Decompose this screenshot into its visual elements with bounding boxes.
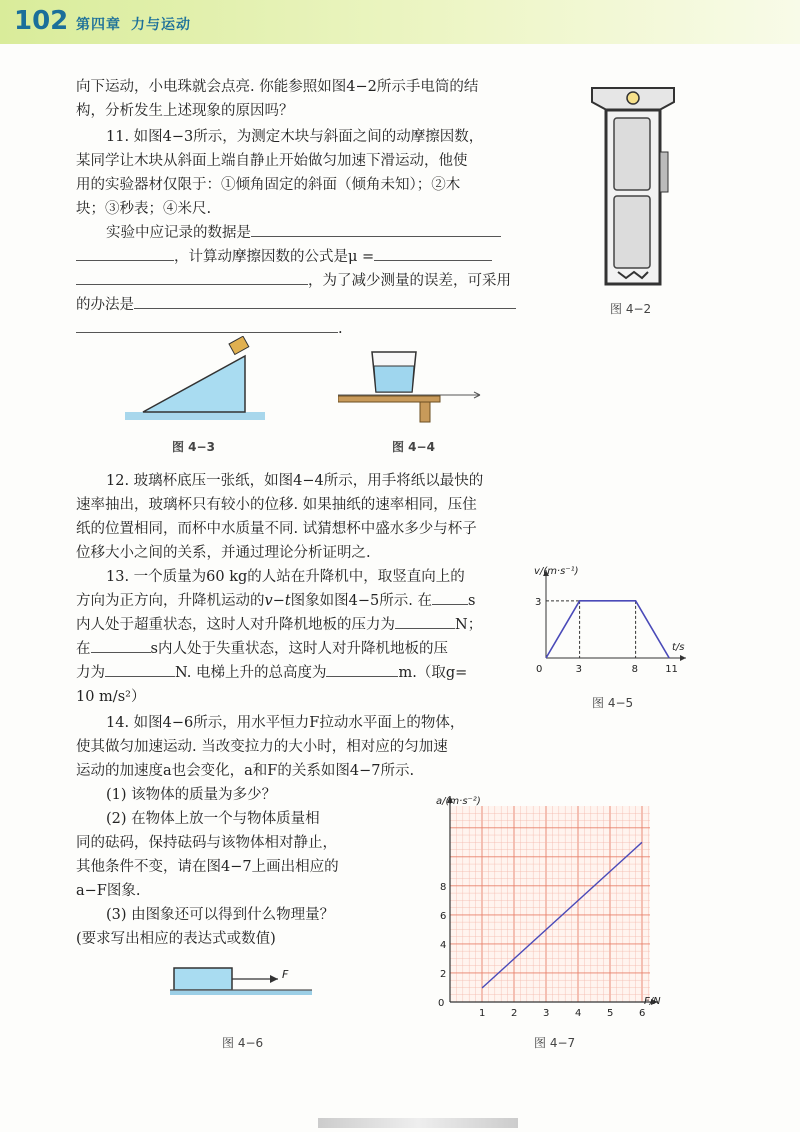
q11-line: ，为了减少测量的误差，可采用 [76,268,511,294]
x-tick-label: 3 [543,1008,550,1019]
q13-line: 方向为正方向，升降机运动的v−t图象如图4−5所示. 在 s [76,588,475,614]
q11-line: 的办法是 [76,292,516,318]
q11-line: 实验中应记录的数据是 [106,220,501,246]
caption-fig-4-5: 图 4−5 [592,696,634,710]
q14-line: 运动的加速度a也会变化，a和F的关系如图4−7所示. [76,763,415,779]
q13-line: 力为 N. 电梯上升的总高度为 m.（取g= [76,660,467,686]
q14-line: 14. 如图4−6所示，用水平恒力F拉动水平面上的物体， [106,715,465,731]
caption-fig-4-7: 图 4−7 [534,1036,576,1050]
answer-blank[interactable] [76,268,308,285]
x-tick-label: 11 [665,664,678,675]
x-tick-label: 2 [511,1008,518,1019]
x-tick-label: 6 [639,1008,646,1019]
caption-fig-4-3: 图 4−3 [172,440,215,454]
caption-fig-4-2: 图 4−2 [610,302,652,316]
caption-fig-4-6: 图 4−6 [222,1036,264,1050]
q11-line: . [76,316,343,342]
x-axis-label: F/N [644,996,661,1007]
answer-blank[interactable] [326,660,398,677]
y-tick-label: 6 [440,910,447,922]
q11-line: 11. 如图4−3所示，为测定木块与斜面之间的动摩擦因数， [106,129,484,145]
figure-4-3-incline [125,336,265,424]
answer-blank[interactable] [432,588,468,605]
figure-4-5-vt-chart [520,562,700,688]
q13-line: 在 s内人处于失重状态，这时人对升降机地板的压 [76,636,448,662]
answer-blank[interactable] [91,636,151,653]
text-line: 构，分析发生上述现象的原因吗？ [76,103,294,119]
answer-blank[interactable] [395,612,455,629]
force-label: F [282,968,289,981]
caption-fig-4-4: 图 4−4 [392,440,435,454]
y-tick-label: 4 [440,939,447,951]
q14-line: 同的砝码，保持砝码与该物体相对静止， [76,835,337,851]
q12-line: 12. 玻璃杯底压一张纸，如图4−4所示，用手将纸以最快的 [106,473,484,489]
x-tick-label: 1 [479,1008,486,1019]
q14-line: 使其做匀加速运动. 当改变拉力的大小时，相对应的匀加速 [76,739,448,755]
figure-4-6-block [170,958,312,998]
x-axis-label: t/s [672,642,685,653]
series-line [546,601,669,658]
q13-line: 10 m/s²） [76,689,146,705]
q14-line: 其他条件不变，请在图4−7上画出相应的 [76,859,339,875]
q14-line: (3) 由图象还可以得到什么物理量？ [106,907,335,923]
answer-blank[interactable] [76,244,174,261]
q14-line: (1) 该物体的质量为多少？ [106,787,277,803]
origin-label: 0 [438,998,445,1009]
answer-blank[interactable] [105,660,175,677]
y-axis-label: v/(m·s⁻¹) [534,566,579,577]
q13-line: 13. 一个质量为60 kg的人站在升降机中，取竖直向上的 [106,569,465,585]
chapter-heading [76,14,201,34]
y-tick-label: 3 [535,596,542,608]
page-header [0,0,800,44]
chapter-number: 第四章 [76,17,121,33]
q13-line: 内人处于超重状态，这时人对升降机地板的压力为 N； [76,612,482,638]
chapter-title: 力与运动 [131,17,191,33]
x-tick-label: 5 [607,1008,614,1019]
x-tick-label: 4 [575,1008,582,1019]
text-line: 向下运动，小电珠就会点亮. 你能参照如图4−2所示手电筒的结 [76,79,479,95]
q12-line: 位移大小之间的关系，并通过理论分析证明之. [76,545,371,561]
q11-line: 块；③秒表；④米尺. [76,201,212,217]
answer-blank[interactable] [134,292,516,309]
y-tick-label: 2 [440,968,447,980]
q14-line: a−F图象. [76,883,141,899]
x-tick-label: 0 [536,664,543,675]
q12-line: 速率抽出，玻璃杯只有较小的位移. 如果抽纸的速率相同，压住 [76,497,477,513]
answer-blank[interactable] [76,316,338,333]
x-axis-arrow [680,655,686,661]
q11-line: 用的实验器材仅限于：①倾角固定的斜面（倾角未知）；②木 [76,177,461,193]
figure-4-4-cup-on-paper [338,348,488,424]
y-tick-label: 8 [440,881,447,893]
answer-blank[interactable] [251,220,501,237]
footer-bar [318,1118,518,1128]
q11-line: 某同学让木块从斜面上端自静止开始做匀加速下滑运动，他使 [76,153,468,169]
page-number: 102 [14,6,69,36]
x-tick-label: 3 [575,664,582,675]
answer-blank[interactable] [374,244,492,261]
q14-line: (2) 在物体上放一个与物体质量相 [106,811,320,827]
figure-4-7-aF-chart [420,790,670,1026]
y-axis-label: a/(m·s⁻²) [436,796,481,807]
x-tick-label: 8 [631,664,638,675]
figure-4-2-flashlight [590,82,676,292]
q12-line: 纸的位置相同，而杯中水质量不同. 试猜想杯中盛水多少与杯子 [76,521,477,537]
q14-line: (要求写出相应的表达式或数值) [76,931,276,947]
q11-line: ，计算动摩擦因数的公式是μ = [76,244,492,270]
